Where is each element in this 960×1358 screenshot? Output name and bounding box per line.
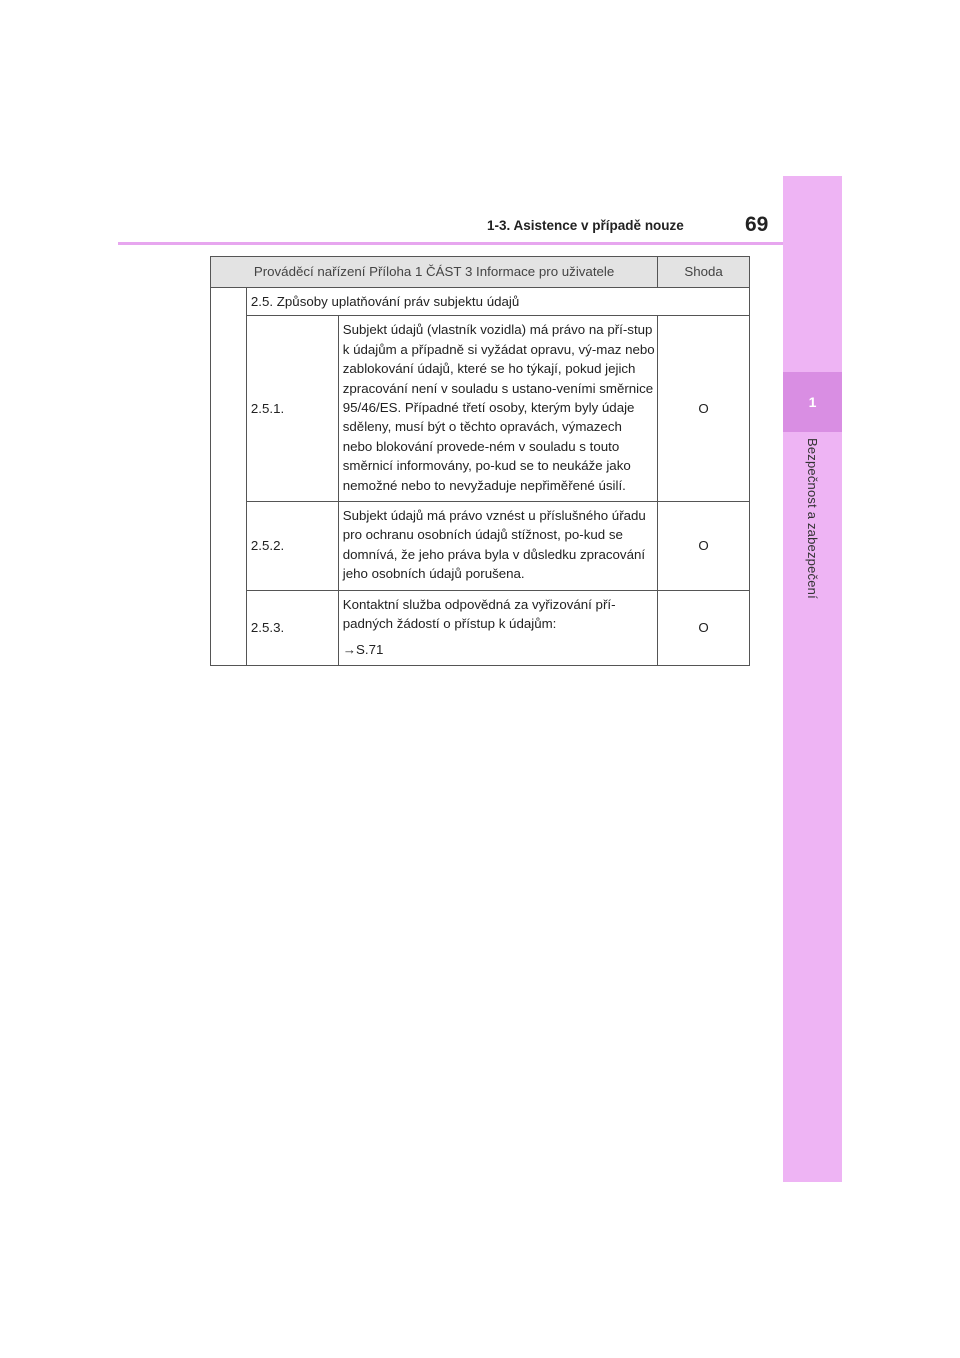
table-row [211, 590, 750, 665]
section-title: 1-3. Asistence v případě nouze [487, 218, 684, 233]
row-compliance: O [658, 590, 750, 665]
row-number: 2.5.2. [246, 502, 338, 591]
row-description-text: Subjekt údajů má právo vznést u příslušného úřadu pro ochranu osobních údajů stížnost, po-kud se domnívá, že jeho práva byla v důsledku zpracování jeho osobních údajů porušena. [342, 508, 646, 582]
column-header-compliance: Shoda [658, 257, 750, 288]
chapter-title: Bezpečnost a zabezpečení [805, 438, 820, 599]
chapter-number: 1 [808, 394, 817, 410]
row-description-text: Kontaktní služba odpovědná za vyřizování pří-padných žádostí o přístup k údajům: [342, 596, 616, 632]
page-number: 69 [745, 213, 769, 236]
row-description [338, 316, 657, 502]
row-description [338, 590, 657, 665]
row-description [338, 502, 657, 591]
table-row [211, 316, 750, 502]
row-compliance: O [658, 316, 750, 502]
row-number: 2.5.1. [246, 316, 338, 502]
page-reference-link[interactable]: →S.71 [342, 641, 384, 657]
table-row [211, 502, 750, 591]
row-number: 2.5.3. [246, 590, 338, 665]
table-subheading-row [211, 288, 750, 316]
chapter-title-vertical [783, 438, 842, 638]
row-compliance: O [658, 502, 750, 591]
column-header-regulation: Prováděcí nařízení Příloha 1 ČÁST 3 Informace pro uživatele [211, 257, 658, 288]
table-subheading: 2.5. Způsoby uplatňování práv subjektu údajů [246, 288, 749, 316]
chapter-sidebar [783, 176, 842, 1182]
table-header-row [211, 257, 750, 288]
indent-cell [211, 288, 247, 666]
header-divider [118, 242, 783, 245]
chapter-number-tab[interactable] [783, 372, 842, 432]
regulation-table [210, 256, 750, 666]
row-description-text: Subjekt údajů (vlastník vozidla) má právo na pří-stup k údajům a případně si vyžádat opravu, vý-maz nebo zablokování údajů, které se ho týkají, pokud jejich zpracování není v souladu s ustano-veními směrnice 95/46/ES. Případné třetí osoby, kterým byly údaje sděleny, musí být o těchto opravách, výmazech nebo blokování provede-ném v souladu s touto směrnicí informovány, po-kud se to neukáže jako nemožné nebo to nevyžaduje nepřiměřené úsilí. [342, 322, 655, 493]
